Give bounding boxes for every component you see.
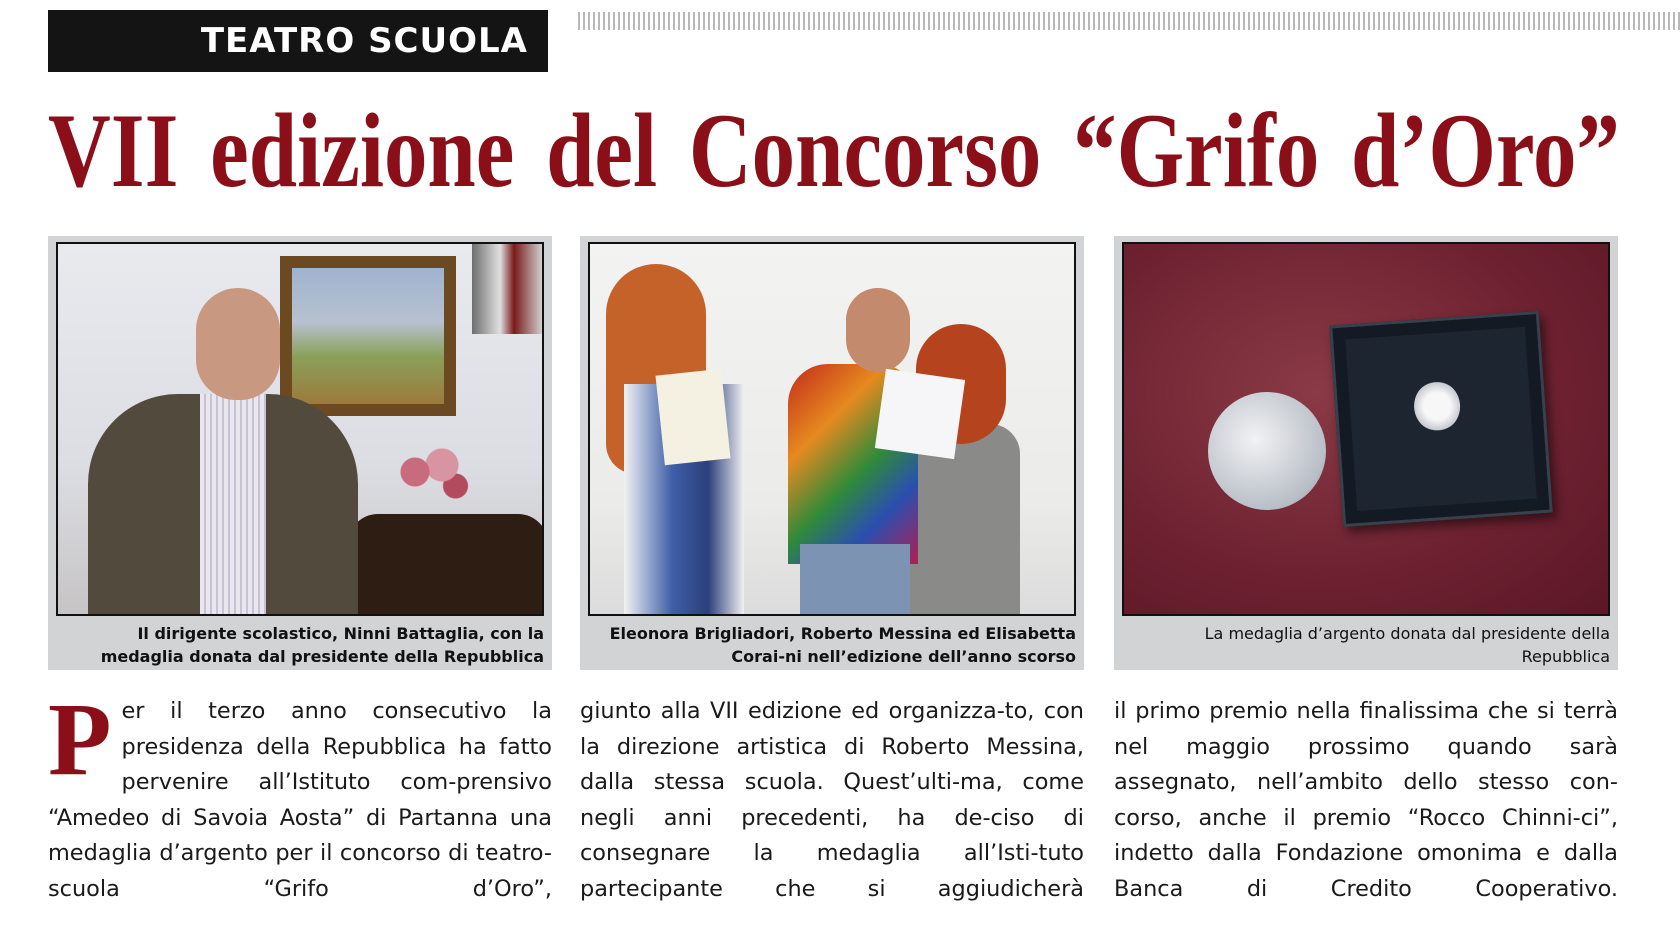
drop-cap: P [48,682,112,797]
silver-medal [1208,392,1326,510]
article-column-1 [48,682,552,907]
person-head [196,288,280,400]
chair [348,514,544,616]
figure-medal [1114,236,1618,670]
figure-caption: Il dirigente scolastico, Ninni Battaglia, con la medaglia donata dal presidente della Repubblica [100,624,544,666]
script-paper [655,369,730,465]
headline-word: “Grifo [1073,92,1320,209]
shelf [472,244,542,334]
actor-center-jeans [800,544,910,616]
script-paper [875,369,965,459]
headline-word: edizione [210,92,515,209]
section-tag [48,10,548,72]
article-column-2 [580,694,1084,907]
painting [280,256,456,416]
article-text: er il terzo anno consecutivo la presidenza della Repubblica ha fatto pervenire all’Istituto com-prensivo “Amedeo di Savoia Aosta” di Partanna una medaglia d’argento per il concorso di teatro-scuola “Grifo d’Oro”, [48,698,552,902]
figure-actors [580,236,1084,670]
headline-word: del [546,92,658,209]
headline-word: VII [48,92,179,209]
actor-center-head [846,288,910,372]
article-column-3 [1114,694,1618,907]
person-shirt [200,394,266,616]
figure-principal [48,236,552,670]
medal-case [1329,311,1553,527]
photo-actors [588,242,1076,616]
section-tag-label: TEATRO SCUOLA [200,21,528,61]
figure-caption: Eleonora Brigliadori, Roberto Messina ed Elisabetta Corai-ni nell’edizione dell’anno scorso [609,624,1076,666]
headline [48,92,1620,210]
photo-principal [56,242,544,616]
decorative-rule [578,12,1680,30]
headline-word: Concorso [688,92,1042,209]
figure-caption: La medaglia d’argento donata dal presidente della Repubblica [1204,624,1610,666]
flowers [388,444,478,514]
photo-medal [1122,242,1610,616]
article-text: il primo premio nella finalissima che si terrà nel maggio prossimo quando sarà assegnato, nell’ambito dello stesso con-corso, anche il premio “Rocco Chinni-ci”, indetto dalla Fondazione omonima e dalla Banca di Credito Cooperativo. [1114,698,1618,902]
article-text: giunto alla VII edizione ed organizza-to, con la direzione artistica di Roberto Messina, dalla stessa scuola. Quest’ulti-ma, come negli anni precedenti, ha de-ciso di consegnare la medaglia all’Isti-tuto partecipante che si aggiudicherà [580,698,1084,902]
headline-word: d’Oro” [1351,92,1620,209]
